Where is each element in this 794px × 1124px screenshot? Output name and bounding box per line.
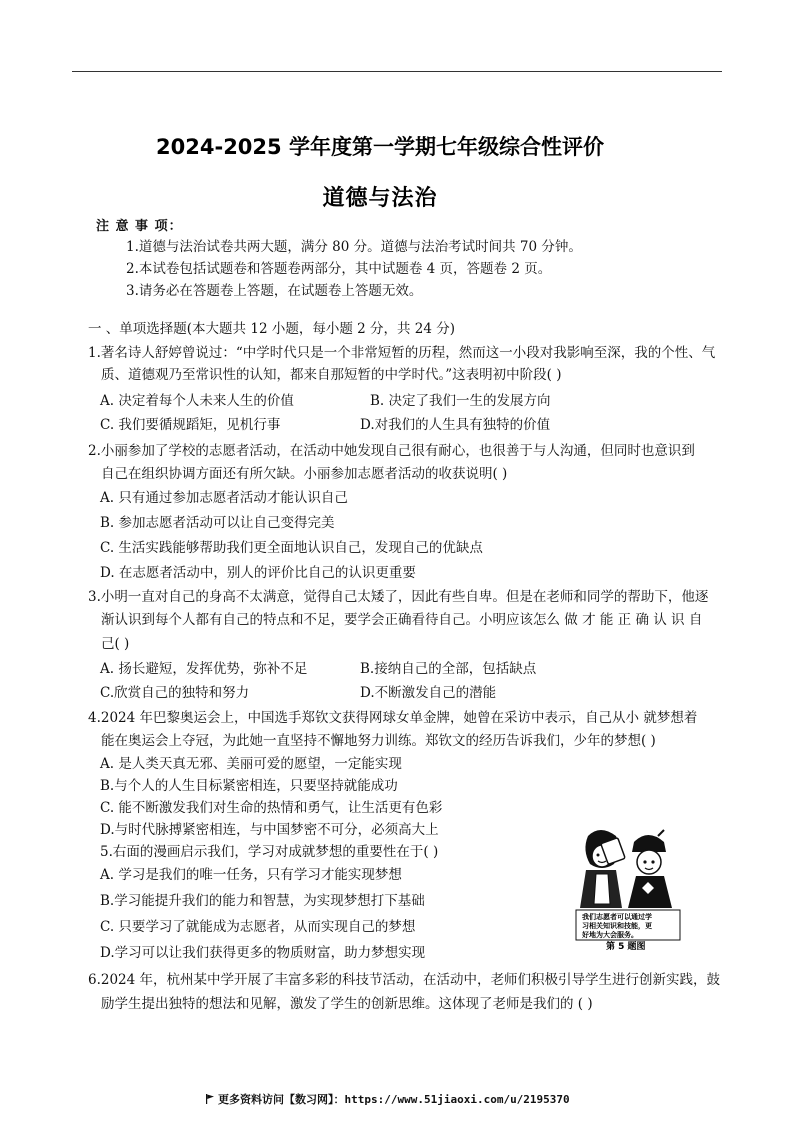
cartoon-caption-line: 习相关知识和技能，更 (582, 922, 652, 930)
question-4-option-c: C. 能不断激发我们对生命的热情和勇气，让生活更有色彩 (100, 800, 443, 816)
question-3-line: 己( ) (101, 636, 130, 652)
footer-link[interactable] (206, 1091, 570, 1107)
question-2-option-a: A. 只有通过参加志愿者活动才能认识自己 (100, 490, 348, 506)
cartoon-caption-line: 好地为大会服务。 (582, 931, 638, 939)
notice-heading: 注 意 事 项： (96, 219, 183, 234)
question-2-option-c: C. 生活实践能够帮助我们更全面地认识自己，发现自己的优缺点 (100, 540, 483, 556)
question-6-line: 6.2024 年，杭州某中学开展了丰富多彩的科技节活动，在活动中，老师们积极引导学生进行创新实践，鼓 (88, 972, 721, 988)
question-5-option-d: D.学习可以让我们获得更多的物质财富，助力梦想实现 (100, 945, 426, 961)
question-3-option-a: A. 扬长避短，发挥优势，弥补不足 (100, 661, 308, 677)
question-2-line: 自己在组织协调方面还有所欠缺。小丽参加志愿者活动的收获说明( ) (101, 466, 508, 482)
question-6-line: 励学生提出独特的想法和见解，激发了学生的创新思维。这体现了老师是我们的 ( ) (101, 996, 593, 1012)
exam-title: 2024-2025 学年度第一学期七年级综合性评价 (156, 135, 604, 159)
question-4-option-a: A. 是人类天真无邪、美丽可爱的愿望，一定能实现 (100, 756, 402, 772)
question-5-option-c: C. 只要学习了就能成为志愿者，从而实现自己的梦想 (100, 919, 416, 935)
question-3-line: 3.小明一直对自己的身高不太满意，觉得自己太矮了，因此有些自卑。但是在老师和同学的帮助下，他逐 (88, 589, 709, 605)
header-rule (72, 71, 722, 72)
flag-icon (206, 1094, 214, 1104)
question-2-line: 2.小丽参加了学校的志愿者活动，在活动中她发现自己很有耐心，也很善于与人沟通，但同时也意识到 (88, 443, 695, 459)
cartoon-label: 第 5 题图 (606, 942, 646, 952)
question-3-option-d: D.不断激发自己的潜能 (360, 685, 497, 701)
question-4-line: 能在奥运会上夺冠，为此她一直坚持不懈地努力训练。郑钦文的经历告诉我们，少年的梦想( ) (101, 733, 656, 749)
cartoon-illustration (574, 822, 682, 952)
question-4-option-b: B.与个人的人生目标紧密相连，只要坚持就能成功 (100, 778, 398, 794)
question-3-option-c: C.欣赏自己的独特和努力 (100, 685, 250, 701)
question-5-option-b: B.学习能提升我们的能力和智慧，为实现梦想打下基础 (100, 893, 425, 909)
question-4-option-d: D.与时代脉搏紧密相连，与中国梦密不可分，必须高大上 (100, 822, 439, 838)
subject-title: 道德与法治 (322, 186, 438, 211)
question-1-line: 1.著名诗人舒婷曾说过：“中学时代只是一个非常短暂的历程，然而这一小段对我影响至深，我的个性、气 (88, 345, 716, 361)
cartoon-caption-line: 我们志愿者可以通过学 (582, 913, 652, 921)
question-1-option-b: B. 决定了我们一生的发展方向 (370, 393, 551, 409)
question-1-option-c: C. 我们要循规蹈矩，见机行事 (100, 417, 281, 433)
question-2-option-b: B. 参加志愿者活动可以让自己变得完美 (100, 515, 335, 531)
question-1-option-a: A. 决定着每个人未来人生的价值 (100, 393, 294, 409)
question-4-line: 4.2024 年巴黎奥运会上，中国选手郑钦文获得网球女单金牌，她曾在采访中表示，自己从小 就梦想着 (88, 710, 698, 726)
question-1-option-d: D.对我们的人生具有独特的价值 (360, 417, 551, 433)
section-heading: 一 、单项选择题(本大题共 12 小题，每小题 2 分，共 24 分) (88, 321, 456, 337)
question-2-option-d: D. 在志愿者活动中，别人的评价比自己的认识更重要 (100, 565, 416, 581)
question-1-line: 质、道德观乃至常识性的认知，都来自那短暂的中学时代。”这表明初中阶段( ) (101, 367, 562, 383)
question-3-option-b: B.接纳自己的全部，包括缺点 (360, 661, 537, 677)
notice-item: 2.本试卷包括试题卷和答题卷两部分，其中试题卷 4 页，答题卷 2 页。 (126, 261, 552, 277)
footer-text: 更多资料访问【数习网】：https://www.51jiaoxi.com/u/2195370 (218, 1093, 570, 1106)
question-3-line: 渐认识到每个人都有自己的特点和不足，要学会正确看待自己。小明应该怎么 做 才 能 正 确 认 识 自 (101, 612, 703, 628)
notice-item: 3.请务必在答题卷上答题，在试题卷上答题无效。 (126, 283, 423, 299)
question-5-line: 5.右面的漫画启示我们，学习对成就梦想的重要性在于( ) (100, 844, 439, 860)
question-5-option-a: A. 学习是我们的唯一任务，只有学习才能实现梦想 (100, 867, 402, 883)
notice-item: 1.道德与法治试卷共两大题，满分 80 分。道德与法治考试时间共 70 分钟。 (126, 239, 582, 255)
